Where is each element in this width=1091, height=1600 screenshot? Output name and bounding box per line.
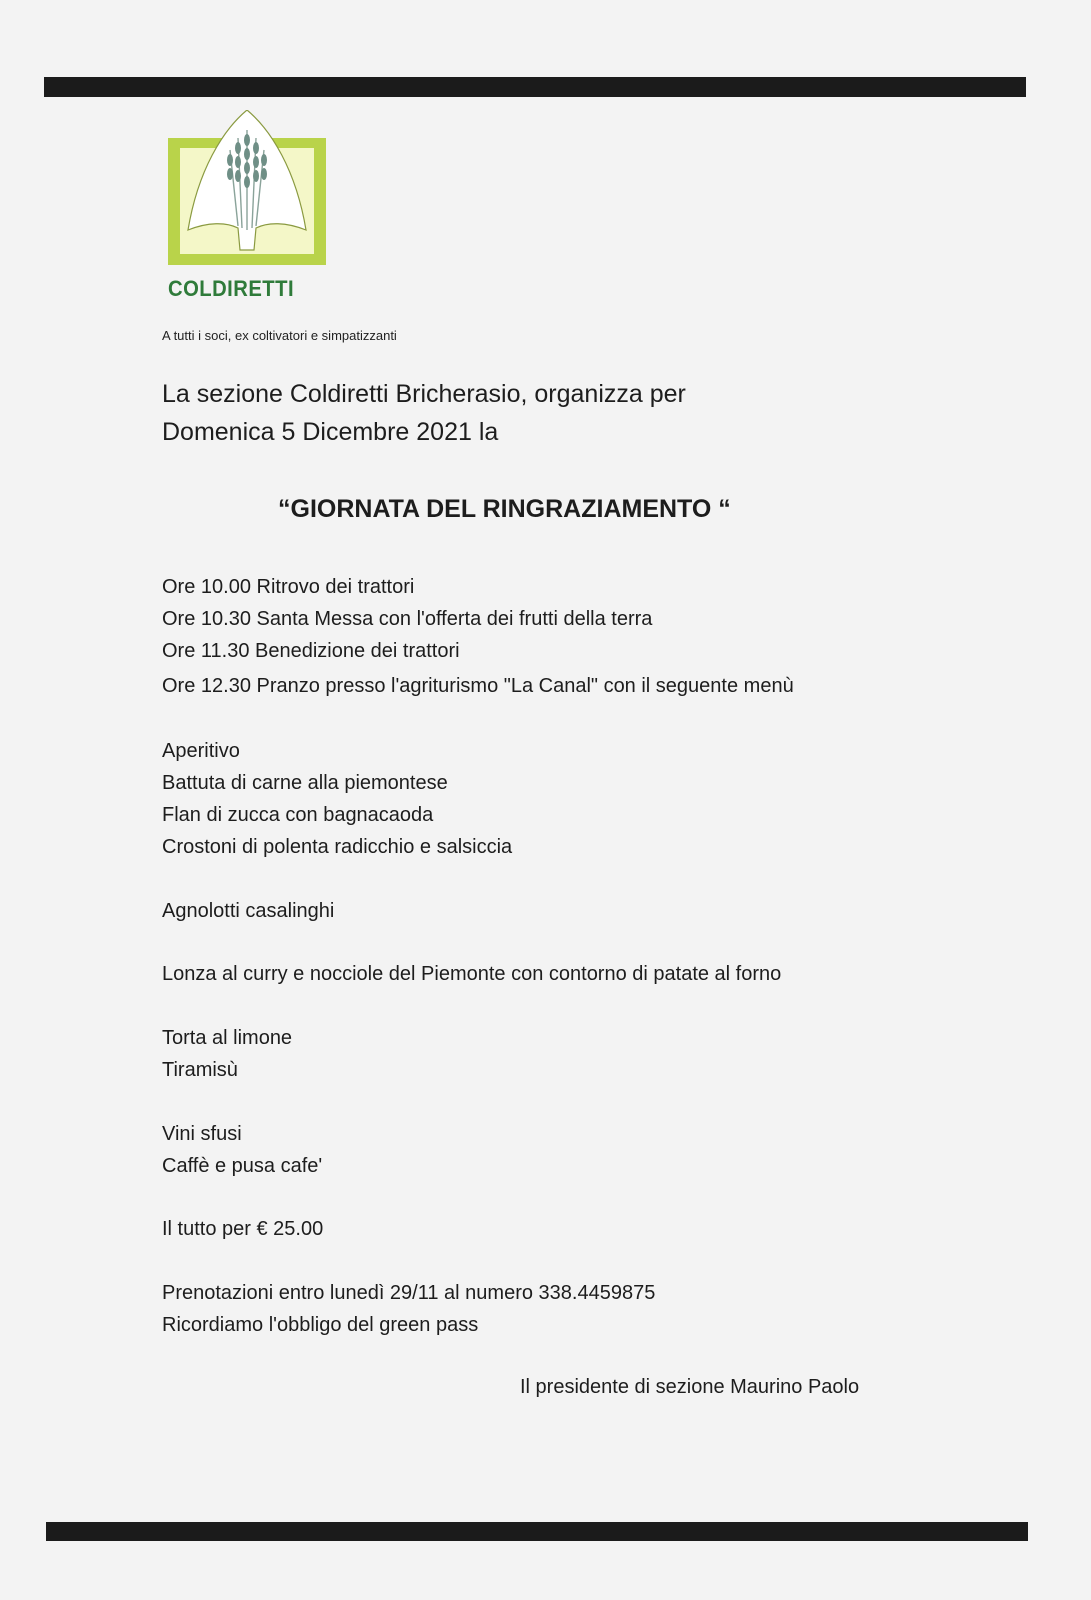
schedule-list <box>162 574 794 705</box>
menu-item: Crostoni di polenta radicchio e salsiccia <box>162 836 513 858</box>
price-text: Il tutto per € 25.00 <box>162 1218 324 1240</box>
menu-item: Torta al limone <box>162 1027 293 1049</box>
top-border-bar <box>44 77 1026 97</box>
menu-item: Tiramisù <box>162 1059 238 1081</box>
schedule-item: Ore 10.30 Santa Messa con l'offerta dei frutti della terra <box>162 608 653 630</box>
audience-line: A tutti i soci, ex coltivatori e simpatizzanti <box>162 328 397 343</box>
intro-line-1: La sezione Coldiretti Bricherasio, organizza per <box>162 380 686 408</box>
booking-line-1: Prenotazioni entro lunedì 29/11 al numero 338.4459875 <box>162 1282 656 1304</box>
menu-item: Vini sfusi <box>162 1123 242 1145</box>
menu-bevande <box>162 1121 322 1185</box>
schedule-item: Ore 12.30 Pranzo presso l'agriturismo "La Canal" con il seguente menù <box>162 675 794 697</box>
booking-info <box>162 1280 655 1344</box>
menu-dolci <box>162 1025 292 1089</box>
menu-item: Lonza al curry e nocciole del Piemonte con contorno di patate al forno <box>162 963 782 985</box>
price-line <box>162 1216 323 1248</box>
coldiretti-logo-icon <box>168 110 326 265</box>
event-title: “GIORNATA DEL RINGRAZIAMENTO “ <box>278 495 731 523</box>
signature: Il presidente di sezione Maurino Paolo <box>520 1376 860 1398</box>
schedule-item: Ore 11.30 Benedizione dei trattori <box>162 640 460 662</box>
logo-wordmark: COLDIRETTI <box>168 276 295 301</box>
bottom-border-bar <box>46 1522 1028 1541</box>
menu-primo <box>162 898 334 930</box>
menu-item: Flan di zucca con bagnacaoda <box>162 804 434 826</box>
booking-line-2: Ricordiamo l'obbligo del green pass <box>162 1314 479 1336</box>
menu-item: Battuta di carne alla piemontese <box>162 772 448 794</box>
menu-secondo <box>162 961 781 993</box>
menu-item: Aperitivo <box>162 740 240 762</box>
intro-text <box>162 375 686 451</box>
menu-item: Caffè e pusa cafe' <box>162 1155 323 1177</box>
menu-item: Agnolotti casalinghi <box>162 900 335 922</box>
menu-antipasti <box>162 738 512 866</box>
schedule-item: Ore 10.00 Ritrovo dei trattori <box>162 576 415 598</box>
intro-line-2: Domenica 5 Dicembre 2021 la <box>162 418 499 446</box>
